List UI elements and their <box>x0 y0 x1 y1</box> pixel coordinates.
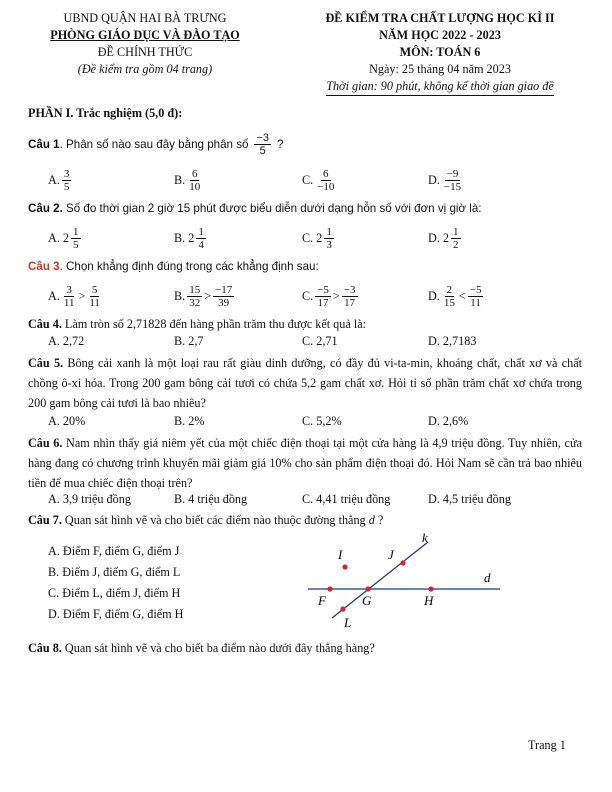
numerator: 15 <box>189 284 201 296</box>
label-h: H <box>424 593 434 608</box>
whole-part: 2 <box>62 231 69 245</box>
q1-option-c[interactable] <box>302 168 338 193</box>
question-text: Làm tròn số 2,71828 đến hàng phần trăm thu được kết quả là: <box>61 317 367 331</box>
numerator: 3 <box>63 168 70 180</box>
numerator: 1 <box>73 226 79 238</box>
denominator: −15 <box>443 181 462 193</box>
fraction <box>62 168 72 193</box>
question-text: Quan sát hình vẽ và cho biết ba điểm nào dưới đây thẳng hàng? <box>61 641 375 655</box>
q2-option-a[interactable] <box>48 226 83 251</box>
denominator: 17 <box>317 297 329 309</box>
q7-option-c[interactable]: C. Điểm L, điểm J, điểm H <box>48 586 181 600</box>
point-g <box>365 586 370 591</box>
fraction <box>315 284 331 309</box>
question-5 <box>28 353 582 413</box>
whole-part: 2 <box>442 231 449 245</box>
question-text: Số đo thời gian 2 giờ 15 phút được biểu diễn dưới dạng hỗn số với đơn vị giờ là: <box>62 202 482 215</box>
q3-option-c[interactable] <box>302 284 360 309</box>
fraction <box>342 284 358 309</box>
fraction <box>196 226 206 251</box>
q7-option-d[interactable]: D. Điểm F, điểm G, điểm H <box>48 607 184 621</box>
numerator: −3 <box>343 284 356 296</box>
q4-option-b[interactable]: B. 2,7 <box>174 334 204 348</box>
denominator: 11 <box>470 297 481 309</box>
fraction <box>254 132 271 157</box>
comparison-sign: > <box>78 289 86 303</box>
question-6 <box>28 433 582 493</box>
numerator: 5 <box>91 284 98 296</box>
point-l <box>340 606 345 611</box>
question-8 <box>28 639 580 657</box>
whole-part: 2 <box>188 231 195 245</box>
point-i <box>342 564 347 569</box>
denominator: 3 <box>326 239 332 251</box>
label-i: I <box>338 547 343 562</box>
q3-option-a[interactable] <box>48 284 104 309</box>
fraction <box>71 226 81 251</box>
exam-duration: Thời gian: 90 phút, không kể thời gian giao đề <box>326 78 554 96</box>
denominator: 15 <box>443 297 455 309</box>
q7-options <box>48 541 183 625</box>
official-exam-label: ĐỀ CHÍNH THỨC <box>97 45 193 59</box>
question-text: . Chọn khẳng định đúng trong các khẳng định sau: <box>59 260 319 273</box>
fraction <box>62 284 77 309</box>
subject: MÔN: TOÁN 6 <box>399 45 481 59</box>
point-j <box>400 560 405 565</box>
fraction <box>451 226 461 251</box>
option-letter: D. <box>428 173 440 187</box>
q6-option-a[interactable]: A. 3,9 triệu đồng <box>48 492 131 506</box>
comparison-sign: < <box>458 289 466 303</box>
question-label: Câu 2. <box>28 202 63 215</box>
numerator: 1 <box>326 226 332 238</box>
question-label: Câu 3 <box>28 260 60 273</box>
denominator: 39 <box>218 297 230 309</box>
option-letter: C. <box>302 289 314 303</box>
numerator: −5 <box>469 284 482 296</box>
q7-option-b[interactable]: B. Điểm J, điểm G, điểm L <box>48 565 181 579</box>
comparison-sign: > <box>204 289 212 303</box>
fraction <box>213 284 234 309</box>
line-variable: d <box>368 513 375 527</box>
district-name: UBND QUẬN HAI BÀ TRƯNG <box>63 11 227 25</box>
denominator: 5 <box>73 239 79 251</box>
q5-option-a[interactable]: A. 20% <box>48 414 86 428</box>
fraction <box>468 284 484 309</box>
q4-option-c[interactable]: C. 2,71 <box>302 334 338 348</box>
q5-option-b[interactable]: B. 2% <box>174 414 205 428</box>
q6-option-c[interactable]: C. 4,41 triệu đồng <box>302 492 391 506</box>
question-text: Quan sát hình vẽ và cho biết các điểm nào thuộc đường thẳng <box>61 513 366 527</box>
option-letter: D. <box>428 289 440 303</box>
q5-option-d[interactable]: D. 2,6% <box>428 414 469 428</box>
question-3 <box>28 258 580 276</box>
q4-option-a[interactable]: A. 2,72 <box>48 334 85 348</box>
label-f: F <box>318 593 326 608</box>
numerator: −3 <box>256 132 269 144</box>
denominator: 32 <box>189 297 201 309</box>
question-label: Câu 4. <box>28 317 62 331</box>
option-letter: B. <box>174 173 186 187</box>
label-d: d <box>484 570 491 585</box>
option-letter: A. <box>48 289 60 303</box>
denominator: 11 <box>63 297 75 309</box>
q1-option-a[interactable] <box>48 168 73 193</box>
question-text: Nam nhìn thấy giá niêm yết của một chiếc điện thoại tại một cửa hàng là 4,9 triệu đồng. Tuy nhiên, cửa hàng đang có chương trình khuyến mãi giảm giá 10% cho sản phẩm điện thoại đó. Hỏi Nam sẽ cần trả bao nhiêu tiền để mua chiếc điện thoại trên? <box>28 436 582 490</box>
question-end: ? <box>277 137 284 151</box>
q2-option-d[interactable] <box>428 226 463 251</box>
question-label: Câu 6. <box>28 436 63 450</box>
option-letter: C. <box>302 173 314 187</box>
school-year: NĂM HỌC 2022 - 2023 <box>379 28 501 42</box>
question-end: ? <box>374 513 384 527</box>
fraction <box>324 226 334 251</box>
option-letter: A. <box>48 231 60 245</box>
numerator: 1 <box>453 226 459 238</box>
q2-option-c[interactable] <box>302 226 336 251</box>
q3-option-b[interactable] <box>174 284 236 309</box>
denominator: 10 <box>189 181 201 193</box>
numerator: −5 <box>317 284 329 296</box>
option-letter: C. <box>302 231 314 245</box>
question-4 <box>28 315 580 333</box>
comparison-sign: > <box>332 289 340 303</box>
fraction <box>315 168 336 193</box>
numerator: 6 <box>323 168 329 180</box>
numerator: 3 <box>66 284 72 296</box>
label-k: k <box>422 530 428 545</box>
denominator: 17 <box>344 297 356 309</box>
denominator: −10 <box>317 181 335 193</box>
denominator: 4 <box>198 239 204 251</box>
option-letter: D. <box>428 231 440 245</box>
department-name: PHÒNG GIÁO DỤC VÀ ĐÀO TẠO <box>50 28 240 42</box>
exam-title: ĐỀ KIỂM TRA CHẤT LƯỢNG HỌC KÌ II <box>325 11 555 25</box>
point-h <box>428 586 433 591</box>
line-k <box>332 542 428 618</box>
question-text: Bông cải xanh là một loại rau rất giàu dinh dưỡng, có đầy đủ vi-ta-min, khoáng chất, chất xơ và chất chồng ô-xi hóa. Trong 200 gam bông cải tươi có chứa 5,2 gam chất xơ. Hỏi tỉ số phần trăm chất xơ chứa trong 200 gam bông cải tươi là bao nhiêu? <box>28 356 582 410</box>
label-j: J <box>388 547 394 562</box>
question-7 <box>28 511 580 529</box>
fraction <box>87 284 102 309</box>
denominator: 2 <box>453 239 459 251</box>
q5-option-c[interactable]: C. 5,2% <box>302 414 342 428</box>
question-text: . Phân số nào sau đây bằng phân số <box>59 137 249 151</box>
label-g: G <box>362 593 372 608</box>
denominator: 11 <box>89 297 100 309</box>
denominator: 5 <box>63 181 70 193</box>
numerator: 6 <box>191 168 198 180</box>
q1-option-b[interactable] <box>174 168 204 193</box>
option-letter: A. <box>48 173 60 187</box>
question-label: Câu 7. <box>28 513 62 527</box>
part1-title: PHẦN I. Trắc nghiệm (5,0 đ): <box>28 106 183 120</box>
label-l: L <box>344 615 352 630</box>
q7-option-a[interactable]: A. Điểm F, điểm G, điểm J <box>48 544 180 558</box>
header-right <box>290 10 590 96</box>
page-number: Trang 1 <box>528 738 566 752</box>
q4-option-d[interactable]: D. 2,7183 <box>428 334 477 348</box>
numerator: 1 <box>198 226 204 238</box>
question-label: Câu 1 <box>28 137 60 151</box>
q3-option-d[interactable] <box>428 284 485 309</box>
numerator: −9 <box>446 168 459 180</box>
fraction <box>442 168 463 193</box>
option-letter: B. <box>174 289 186 303</box>
point-f <box>327 586 332 591</box>
numerator: 2 <box>446 284 453 296</box>
question-label: Câu 8. <box>28 641 62 655</box>
header-left <box>20 10 270 78</box>
fraction <box>442 284 457 309</box>
q6-option-d[interactable]: D. 4,5 triệu đồng <box>428 492 511 506</box>
fraction <box>187 284 202 309</box>
exam-date: Ngày: 25 tháng 04 năm 2023 <box>369 62 511 76</box>
fraction <box>187 168 202 193</box>
question-2 <box>28 200 580 218</box>
option-letter: B. <box>174 231 186 245</box>
whole-part: 2 <box>316 231 323 245</box>
denominator: 5 <box>259 145 266 157</box>
page-count-note: (Đề kiểm tra gồm 04 trang) <box>77 62 213 76</box>
numerator: −17 <box>215 284 233 296</box>
q1-option-d[interactable] <box>428 168 465 193</box>
line-figure <box>300 530 520 635</box>
question-1 <box>28 132 580 157</box>
q6-option-b[interactable]: B. 4 triệu đồng <box>174 492 248 506</box>
question-label: Câu 5. <box>28 356 64 370</box>
q2-option-b[interactable] <box>174 226 208 251</box>
